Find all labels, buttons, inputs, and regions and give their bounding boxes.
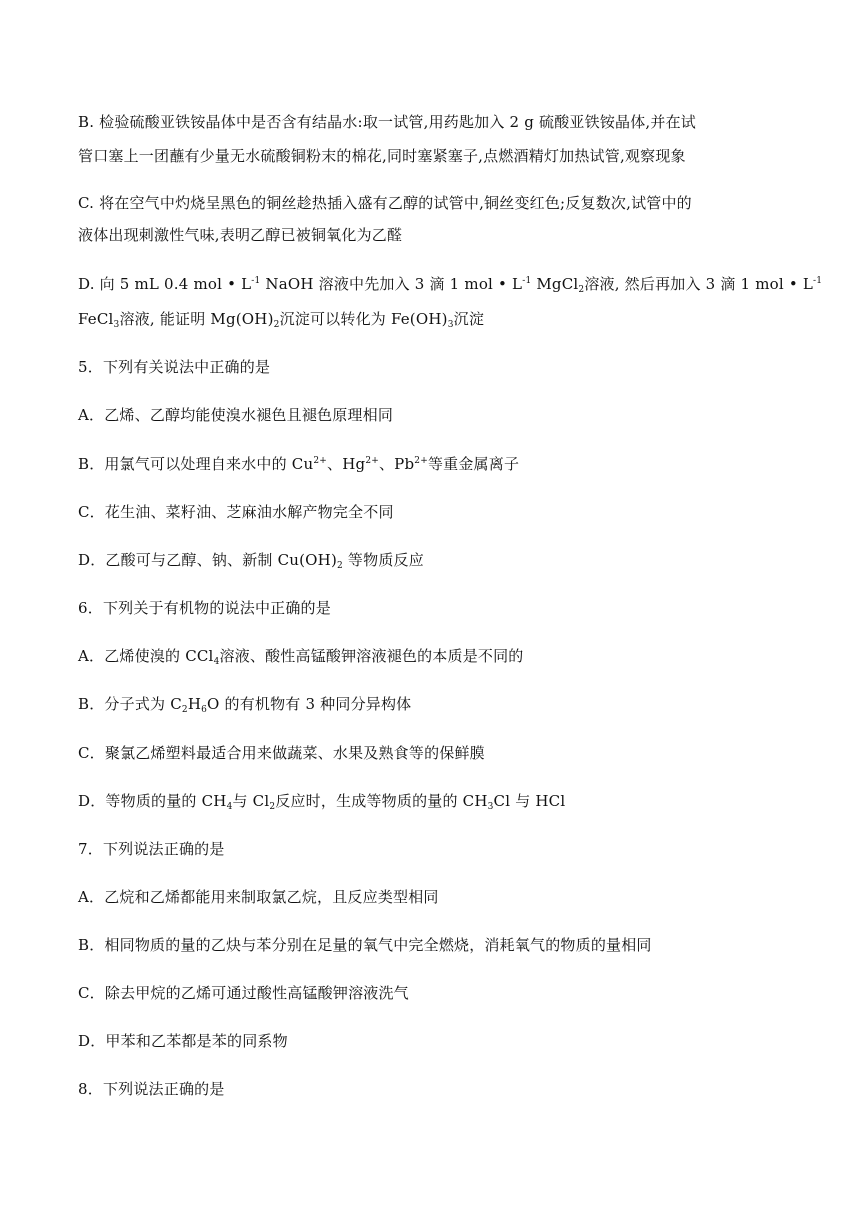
text-segment: 反应时，生成等物质的量的 CH [275,792,488,810]
text-segment: 溶液, 能证明 Mg(OH) [119,310,274,328]
text-segment: 与 Cl [232,792,270,810]
subscript: 2 [273,320,280,330]
text-segment: A．乙烯使溴的 CCl [78,647,214,665]
subscript: 2 [578,285,585,295]
text-segment: B．用氯气可以处理自来水中的 Cu [78,455,314,473]
subscript: 3 [447,320,454,330]
q4-option-c-line1: C. 将在空气中灼烧呈黑色的铜丝趁热插入盛有乙醇的试管中,铜丝变红色;反复数次,试管中的 [78,194,692,212]
q4-option-d-line1 [78,274,823,295]
subscript: 2 [337,561,343,571]
q7-option-d: D．甲苯和乙苯都是苯的同系物 [78,1032,288,1050]
text-segment: 沉淀可以转化为 Fe(OH) [279,310,448,328]
text-segment: O 的有机物有 3 种同分异构体 [207,695,412,713]
q6-option-d [78,791,790,811]
superscript: 2+ [313,456,328,466]
q7-option-c: C．除去甲烷的乙烯可通过酸性高锰酸钾溶液洗气 [78,984,409,1002]
text-segment: 、Pb [378,455,415,473]
text-segment: Cl 与 HCl [493,792,566,810]
text-segment: 溶液, 然后再加入 3 滴 1 mol • L [584,275,814,293]
text-segment: 沉淀 [453,310,485,328]
subscript: 4 [226,802,233,812]
q4-option-d-line2 [78,309,790,329]
q6-option-a [78,646,790,666]
text-segment: 等重金属离子 [427,455,520,473]
subscript: 2 [181,705,188,715]
text-segment: NaOH 溶液中先加入 3 滴 1 mol • L [260,275,523,293]
text-segment: D. 向 5 mL 0.4 mol • L [78,275,252,293]
superscript: -1 [813,276,823,286]
text-segment: 等物质反应 [342,551,424,569]
subscript: 3 [113,320,120,330]
superscript: 2+ [414,456,428,466]
q6-stem: 6．下列关于有机物的说法中正确的是 [78,599,331,617]
superscript: -1 [251,276,261,286]
text-segment: FeCl [78,310,114,328]
q5-option-d [78,550,790,570]
subscript: 6 [201,705,208,715]
q4-option-b-line1: B. 检验硫酸亚铁铵晶体中是否含有结晶水:取一试管,用药匙加入 2 g 硫酸亚铁铵晶体,并在试 [78,113,697,131]
text-segment: H [187,695,202,713]
q7-option-b: B．相同物质的量的乙炔与苯分别在足量的氧气中完全燃烧，消耗氧气的物质的量相同 [78,936,652,954]
q5-option-a: A．乙烯、乙醇均能使溴水褪色且褪色原理相同 [78,406,394,424]
text-segment: D．等物质的量的 CH [78,792,227,810]
q6-option-c: C．聚氯乙烯塑料最适合用来做蔬菜、水果及熟食等的保鲜膜 [78,744,485,762]
q7-option-a: A．乙烷和乙烯都能用来制取氯乙烷，且反应类型相同 [78,888,439,906]
q5-option-c: C．花生油、菜籽油、芝麻油水解产物完全不同 [78,503,394,521]
subscript: 2 [269,802,276,812]
subscript: 4 [213,657,220,667]
text-segment: 溶液、酸性高锰酸钾溶液褪色的本质是不同的 [219,647,524,665]
q8-stem: 8．下列说法正确的是 [78,1080,225,1098]
superscript: 2+ [365,456,379,466]
superscript: -1 [522,276,532,286]
q5-stem: 5．下列有关说法中正确的是 [78,358,271,376]
text-segment: D．乙酸可与乙醇、钠、新制 Cu(OH) [78,551,338,569]
q4-option-b-line2: 管口塞上一团蘸有少量无水硫酸铜粉末的棉花,同时塞紧塞子,点燃酒精灯加热试管,观察现象 [78,147,686,165]
q7-stem: 7．下列说法正确的是 [78,840,225,858]
text-segment: 、Hg [327,455,366,473]
text-segment: MgCl [531,275,579,293]
q4-option-c-line2: 液体出现刺激性气味,表明乙醇已被铜氧化为乙醛 [78,226,403,244]
subscript: 3 [487,802,494,812]
q6-option-b [78,694,790,714]
q5-option-b [78,454,790,474]
text-segment: B．分子式为 C [78,695,182,713]
